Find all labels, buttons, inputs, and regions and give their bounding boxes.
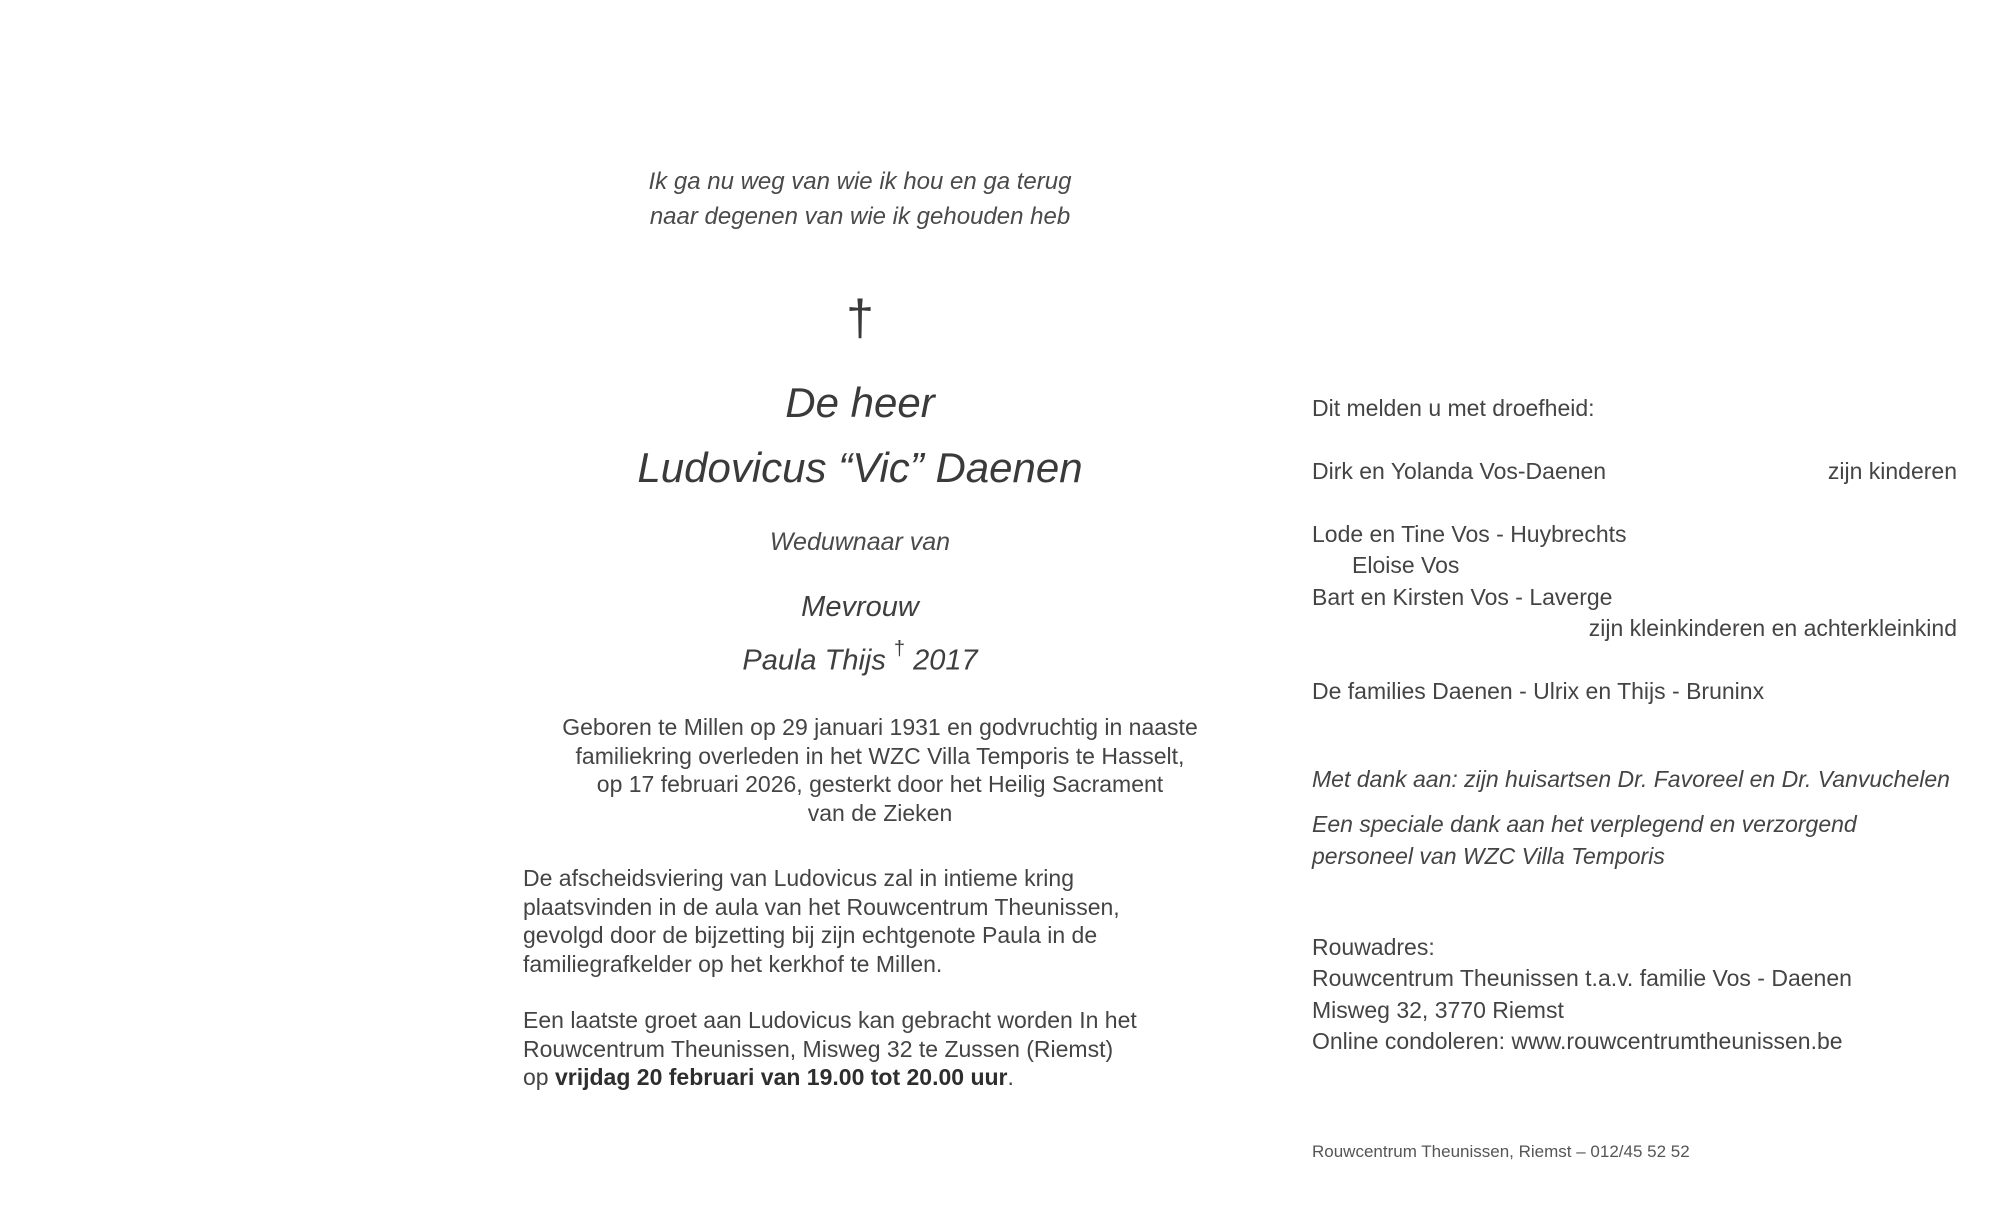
thanks-staff-line-2: personeel van WZC Villa Temporis xyxy=(1312,843,1665,869)
deceased-honorific: De heer xyxy=(785,379,935,426)
address-label: Rouwadres: xyxy=(1312,934,1435,960)
birth-death-paragraph xyxy=(540,713,1220,827)
birth-line-3: op 17 februari 2026, gesterkt door het Heilig Sacrament xyxy=(596,771,1164,797)
thanks-staff-line-1: Een speciale dank aan het verplegend en verzorgend xyxy=(1312,811,1857,837)
spouse-honorific: Mevrouw xyxy=(801,591,919,623)
children-label: zijn kinderen xyxy=(1827,458,1957,484)
poem-line-2: naar degenen van wie ik gehouden heb xyxy=(649,203,1071,230)
ceremony-line-3: gevolgd door de bijzetting bij zijn echtgenote Paula in de xyxy=(523,922,1098,948)
ceremony-paragraph xyxy=(523,864,1223,978)
birth-line-2: familiekring overleden in het WZC Villa Temporis te Hasselt, xyxy=(575,742,1185,769)
opening-poem xyxy=(560,164,1160,234)
poem-line-1: Ik ga nu weg van wie ik hou en ga terug xyxy=(648,168,1072,195)
grandchild-2: Bart en Kirsten Vos - Laverge xyxy=(1312,584,1613,610)
address-line-1: Rouwcentrum Theunissen t.a.v. familie Vos - Daenen xyxy=(1312,965,1852,991)
greeting-line-3 xyxy=(523,1063,1223,1092)
cross-icon: † xyxy=(846,290,874,346)
children-names: Dirk en Yolanda Vos-Daenen xyxy=(1312,458,1607,484)
last-greeting-paragraph xyxy=(523,1006,1223,1092)
spouse-block xyxy=(560,584,1160,684)
birth-line-1: Geboren te Millen op 29 januari 1931 en godvruchtig in naaste xyxy=(562,714,1198,740)
great-grandchild: Eloise Vos xyxy=(1352,552,1460,578)
deceased-name-block xyxy=(560,372,1160,502)
deceased-name: Ludovicus “Vic” Daenen xyxy=(637,444,1083,491)
spouse-name: Paula Thijs xyxy=(742,644,886,677)
small-cross-icon: † xyxy=(893,638,906,660)
children-row xyxy=(1312,455,1957,487)
spouse-name-line xyxy=(560,630,1160,684)
grandchild-1: Lode en Tine Vos - Huybrechts xyxy=(1312,521,1627,547)
spouse-death-year: 2017 xyxy=(913,644,978,677)
ceremony-line-2: plaatsvinden in de aula van het Rouwcentrum Theunissen, xyxy=(523,893,1120,920)
greeting-suffix: . xyxy=(1007,1064,1014,1090)
thanks-doctors: Met dank aan: zijn huisartsen Dr. Favoreel en Dr. Vanvuchelen xyxy=(1312,766,1950,792)
ceremony-line-4: familiegrafkelder op het kerkhof te Millen. xyxy=(523,950,943,977)
address-line-2: Misweg 32, 3770 Riemst xyxy=(1312,997,1564,1023)
greeting-line-2: Rouwcentrum Theunissen, Misweg 32 te Zussen (Riemst) xyxy=(523,1035,1114,1062)
footer-contact: Rouwcentrum Theunissen, Riemst – 012/45 52 52 xyxy=(1312,1142,1690,1161)
ceremony-line-1: De afscheidsviering van Ludovicus zal in intieme kring xyxy=(523,865,1075,891)
visitation-time: vrijdag 20 februari van 19.00 tot 20.00 uur xyxy=(554,1064,1008,1090)
greeting-line-1: Een laatste groet aan Ludovicus kan gebracht worden In het xyxy=(523,1007,1137,1033)
birth-line-4: van de Zieken xyxy=(807,799,953,826)
grandchildren-label: zijn kleinkinderen en achterkleinkind xyxy=(1588,615,1957,641)
families: De families Daenen - Ulrix en Thijs - Bruninx xyxy=(1312,678,1765,704)
online-condolence: Online condoleren: www.rouwcentrumtheunissen.be xyxy=(1312,1028,1843,1054)
widower-label: Weduwnaar van xyxy=(769,528,951,556)
greeting-prefix: op xyxy=(523,1064,549,1090)
announcement-intro: Dit melden u met droefheid: xyxy=(1312,395,1595,421)
